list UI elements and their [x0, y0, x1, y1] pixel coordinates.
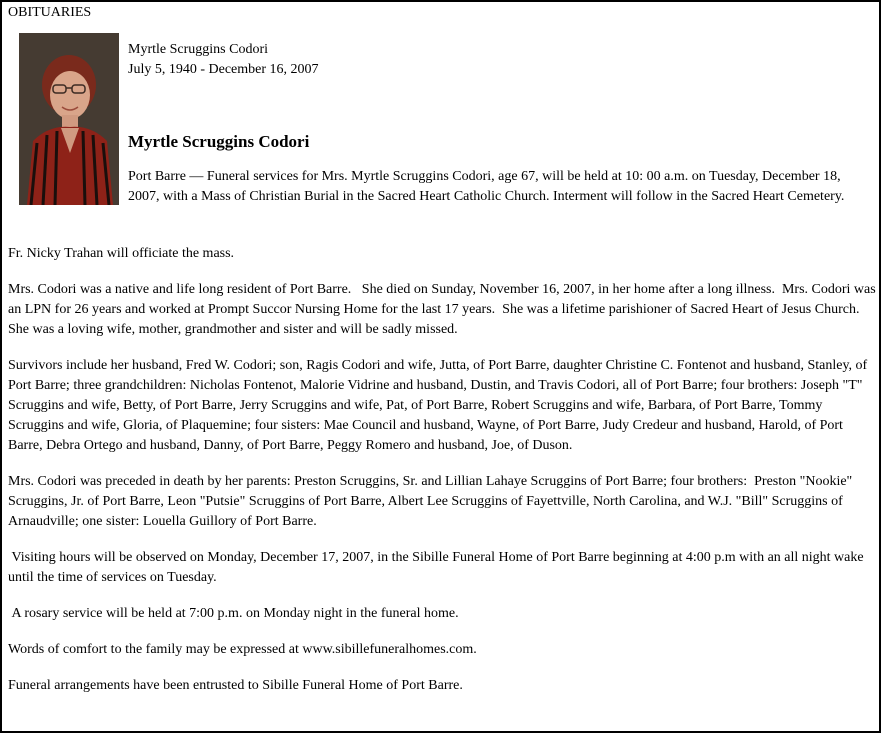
paragraph-arrangements: Funeral arrangements have been entrusted to Sibille Funeral Home of Port Barre.: [8, 678, 463, 693]
portrait-photo: [19, 33, 119, 205]
paragraph-biography: Mrs. Codori was a native and life long resident of Port Barre. She died on Sunday, November 16, 2007, in her home after a long illness. Mrs. Codori was an LPN for 26 years and worked at Prompt Succor Nursing Home for the last 17 years. She was a lifetime parishioner of Sacred Heart of Jesus Church. She was a loving wife, mother, grandmother and sister and will be sadly missed.: [8, 282, 880, 337]
portrait-image: [19, 33, 119, 205]
obituary-title: Myrtle Scruggins Codori: [128, 132, 310, 151]
paragraph-rosary: A rosary service will be held at 7:00 p.m. on Monday night in the funeral home.: [8, 606, 459, 621]
paragraph-survivors: Survivors include her husband, Fred W. Codori; son, Ragis Codori and wife, Jutta, of Port Barre, daughter Christine C. Fontenot and husband, Stanley, of Port Barre; three grandchildren: Nicholas Fontenot, Malorie Vidrine and husband, Dustin, and Travis Codori, all of Port Barre; four brothers: Joseph "T" Scruggins and wife, Betty, of Port Barre, Jerry Scruggins and wife, Pat, of Port Barre, Robert Scruggins and wife, Barbara, of Port Barre, Tommy Scruggins and wife, Gloria, of Plaquemine; four sisters: Mae Council and husband, Wayne, of Port Barre, Judy Credeur and husband, Harold, of Port Barre, Debra Ortego and husband, Danny, of Port Barre, Peggy Romero and husband, Joe, of Duson.: [8, 358, 871, 453]
paragraph-officiant: Fr. Nicky Trahan will officiate the mass.: [8, 246, 235, 261]
life-dates: July 5, 1940 - December 16, 2007: [128, 62, 319, 77]
paragraph-visitation: Visiting hours will be observed on Monday, December 17, 2007, in the Sibille Funeral Home of Port Barre beginning at 4:00 p.m with an all night wake until the time of services on Tuesday.: [8, 550, 868, 585]
paragraph-preceded: Mrs. Codori was preceded in death by her parents: Preston Scruggins, Sr. and Lillian Lahaye Scruggins of Port Barre; four brothers: Preston "Nookie" Scruggins, Jr. of Port Barre, Leon "Putsie" Scruggins of Port Barre, Albert Lee Scruggins of Fayettville, North Carolina, and W.J. "Bill" Scruggins of Arnaudville; one sister: Louella Guillory of Port Barre.: [8, 474, 856, 529]
deceased-name: Myrtle Scruggins Codori: [128, 42, 268, 57]
section-label: OBITUARIES: [8, 5, 92, 20]
obituary-body: [8, 244, 880, 712]
lead-paragraph: Port Barre — Funeral services for Mrs. Myrtle Scruggins Codori, age 67, will be held at 10: 00 a.m. on Tuesday, December 18, 2007, with a Mass of Christian Burial in the Sacred Heart Catholic Church. Interment will follow in the Sacred Heart Cemetery.: [128, 169, 845, 204]
paragraph-condolences: Words of comfort to the family may be expressed at www.sibillefuneralhomes.com.: [8, 642, 477, 657]
obituary-header: [128, 40, 319, 80]
